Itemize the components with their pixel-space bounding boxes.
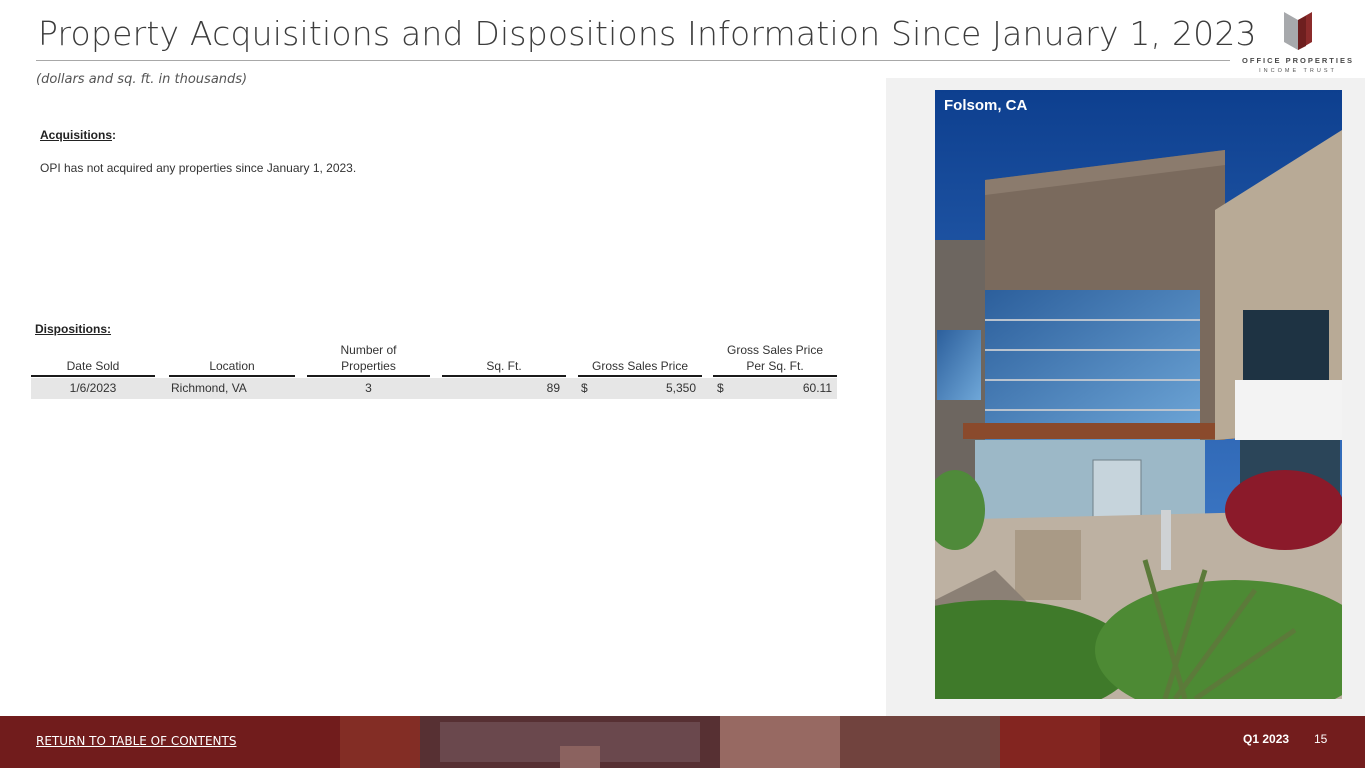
logo-line-2: INCOME TRUST — [1259, 68, 1337, 74]
column-header-gross-sales-price: Gross Sales Price — [578, 341, 702, 377]
cell-price-per-sq-ft: 60.11 — [802, 381, 832, 395]
column-header-price-per-sq-ft-text: Gross Sales Price Per Sq. Ft. — [726, 343, 824, 373]
column-header-location: Location — [169, 341, 295, 377]
column-header-number-of-properties — [307, 341, 430, 377]
column-header-date-sold: Date Sold — [31, 341, 155, 377]
return-to-toc-link[interactable]: RETURN TO TABLE OF CONTENTS — [36, 734, 237, 748]
photo-location-label: Folsom, CA — [944, 97, 1028, 114]
cell-sq-ft: 89 — [546, 381, 560, 395]
title-divider — [36, 60, 1230, 61]
table-row — [31, 378, 837, 399]
acquisitions-text: OPI has not acquired any properties since January 1, 2023. — [40, 161, 357, 175]
column-header-sq-ft: Sq. Ft. — [442, 341, 566, 377]
dispositions-table — [31, 341, 837, 399]
page-number: 15 — [1314, 732, 1328, 746]
cell-number-of-properties: 3 — [365, 381, 372, 395]
dispositions-heading: Dispositions: — [35, 322, 112, 336]
company-logo — [1238, 12, 1358, 82]
acquisitions-heading-colon: : — [112, 128, 117, 142]
footer-quarter: Q1 2023 — [1243, 732, 1290, 746]
logo-line-1: OFFICE PROPERTIES — [1242, 56, 1354, 65]
acquisitions-heading-label: Acquisitions — [40, 128, 113, 142]
building-illustration — [935, 90, 1342, 699]
property-photo — [935, 90, 1342, 699]
page-title: Property Acquisitions and Dispositions Information Since January 1, 2023 — [38, 14, 1257, 53]
cell-gross-sales-price: 5,350 — [665, 381, 696, 395]
column-header-price-per-sq-ft — [713, 341, 837, 377]
cell-date-sold: 1/6/2023 — [69, 381, 117, 395]
cell-price-currency: $ — [581, 381, 588, 395]
logo-mark-icon — [1284, 12, 1312, 50]
acquisitions-heading — [40, 128, 116, 142]
cell-per-sqft-currency: $ — [717, 381, 724, 395]
column-header-number-of-properties-text: Number of Properties — [340, 343, 397, 373]
cell-location: Richmond, VA — [171, 381, 247, 395]
page-subtitle: (dollars and sq. ft. in thousands) — [36, 72, 248, 87]
